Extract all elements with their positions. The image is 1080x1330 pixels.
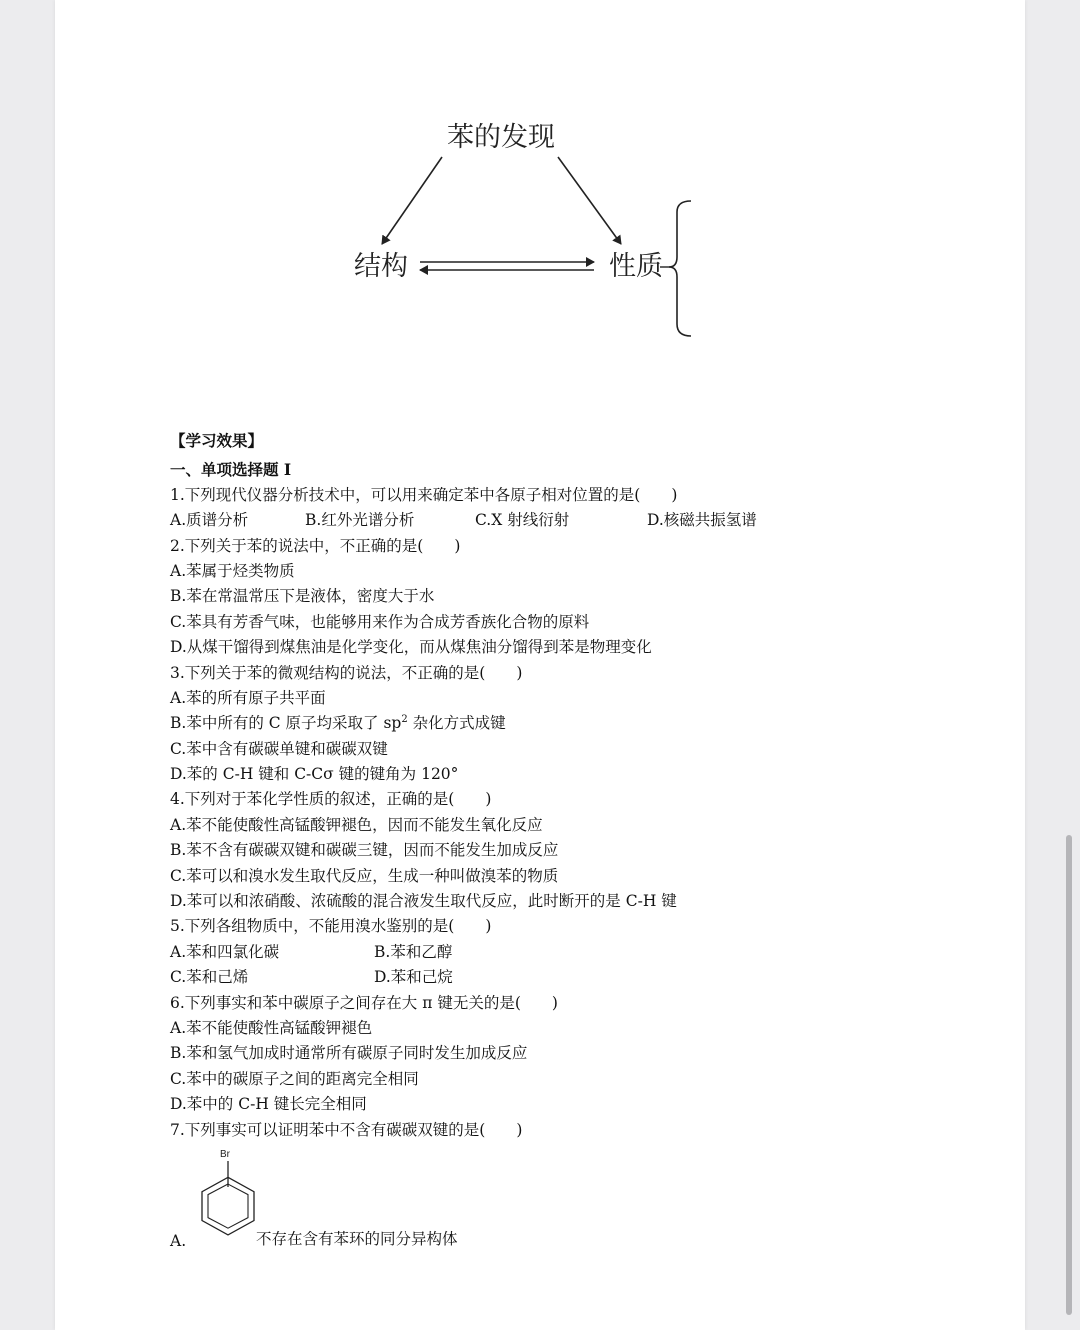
- question-2-option-c: C.苯具有芳香气味，也能够用来作为合成芳香族化合物的原料: [170, 612, 590, 631]
- question-2-option-d: D.从煤干馏得到煤焦油是化学变化，而从煤焦油分馏得到苯是物理变化: [170, 638, 652, 657]
- property-bracket: [669, 201, 691, 336]
- question-6-option-a: A.苯不能使酸性高锰酸钾褪色: [170, 1018, 373, 1037]
- vertical-scrollbar[interactable]: [1066, 835, 1072, 1315]
- bromine-label: Br: [220, 1148, 230, 1160]
- arrow-top-to-left: [382, 157, 442, 244]
- question-6-option-d: D.苯中的 C-H 键长完全相同: [170, 1095, 367, 1114]
- question-4-option-d: D.苯可以和浓硝酸、浓硫酸的混合液发生取代反应，此时断开的是 C-H 键: [170, 892, 677, 911]
- diagram-top-label: 苯的发现: [447, 122, 555, 153]
- question-2-option-b: B.苯在常温常压下是液体，密度大于水: [170, 587, 435, 606]
- question-5-options-row-1: [170, 940, 970, 965]
- question-3-option-b-main: B.苯中所有的 C 原子均采取了 sp: [170, 714, 402, 733]
- question-4-stem: 4.下列对于苯化学性质的叙述，正确的是( ): [170, 790, 492, 809]
- section-title: 【学习效果】: [170, 431, 264, 450]
- question-3-option-b-tail: 杂化方式成键: [407, 714, 506, 733]
- question-4-option-c: C.苯可以和溴水发生取代反应，生成一种叫做溴苯的物质: [170, 866, 559, 885]
- question-7-option-a: [170, 1145, 970, 1255]
- question-5-options-row-2: [170, 965, 970, 990]
- document-page: [55, 0, 1025, 1330]
- diagram-left-label: 结构: [354, 251, 408, 282]
- question-6-option-b: B.苯和氢气加成时通常所有碳原子同时发生加成反应: [170, 1044, 528, 1063]
- question-7-stem: 7.下列事实可以证明苯中不含有碳碳双键的是( ): [170, 1120, 523, 1139]
- question-4-option-b: B.苯不含有碳碳双键和碳碳三键，因而不能发生加成反应: [170, 841, 559, 860]
- question-5-option-b: B.苯和乙醇: [374, 942, 453, 961]
- benzene-concept-diagram: [55, 0, 1025, 380]
- question-3-option-c: C.苯中含有碳碳单键和碳碳双键: [170, 739, 388, 758]
- question-5-option-d: D.苯和己烷: [374, 968, 453, 987]
- question-1-option-d: D.核磁共振氢谱: [647, 511, 757, 530]
- arrow-top-to-right: [558, 157, 621, 244]
- question-3-option-d: D.苯的 C-H 键和 C-Cσ 键的键角为 120°: [170, 765, 459, 784]
- question-1-option-a: A.质谱分析: [170, 511, 249, 530]
- diagram-right-label: 性质: [609, 251, 663, 282]
- question-6-stem: 6.下列事实和苯中碳原子之间存在大 π 键无关的是( ): [170, 993, 558, 1012]
- question-3-option-b-sup: 2: [401, 714, 408, 726]
- question-3-option-a: A.苯的所有原子共平面: [170, 688, 326, 707]
- question-2-stem: 2.下列关于苯的说法中，不正确的是( ): [170, 536, 461, 555]
- question-1-options: [170, 508, 970, 533]
- subsection-title: 一、单项选择题 I: [170, 460, 292, 480]
- bromobenzene-structure: [190, 1145, 260, 1245]
- question-2-option-a: A.苯属于烃类物质: [170, 561, 295, 580]
- question-6-option-c: C.苯中的碳原子之间的距离完全相同: [170, 1069, 419, 1088]
- question-1-stem: 1.下列现代仪器分析技术中，可以用来确定苯中各原子相对位置的是( ): [170, 485, 678, 504]
- question-1-option-c: C.X 射线衍射: [475, 511, 570, 530]
- question-5-stem: 5.下列各组物质中，不能用溴水鉴别的是( ): [170, 917, 492, 936]
- question-3-option-b: [170, 711, 970, 736]
- question-5-option-c: C.苯和己烯: [170, 968, 249, 987]
- exercise-content: [170, 428, 970, 1255]
- question-1-option-b: B.红外光谱分析: [305, 511, 415, 530]
- question-7-option-a-text: 不存在含有苯环的同分异构体: [256, 1229, 458, 1248]
- question-7-option-a-label: A.: [170, 1231, 187, 1250]
- question-4-option-a: A.苯不能使酸性高锰酸钾褪色，因而不能发生氧化反应: [170, 815, 543, 834]
- question-5-option-a: A.苯和四氯化碳: [170, 942, 280, 961]
- question-3-stem: 3.下列关于苯的微观结构的说法，不正确的是( ): [170, 663, 523, 682]
- diagram-arrows: [55, 0, 1025, 380]
